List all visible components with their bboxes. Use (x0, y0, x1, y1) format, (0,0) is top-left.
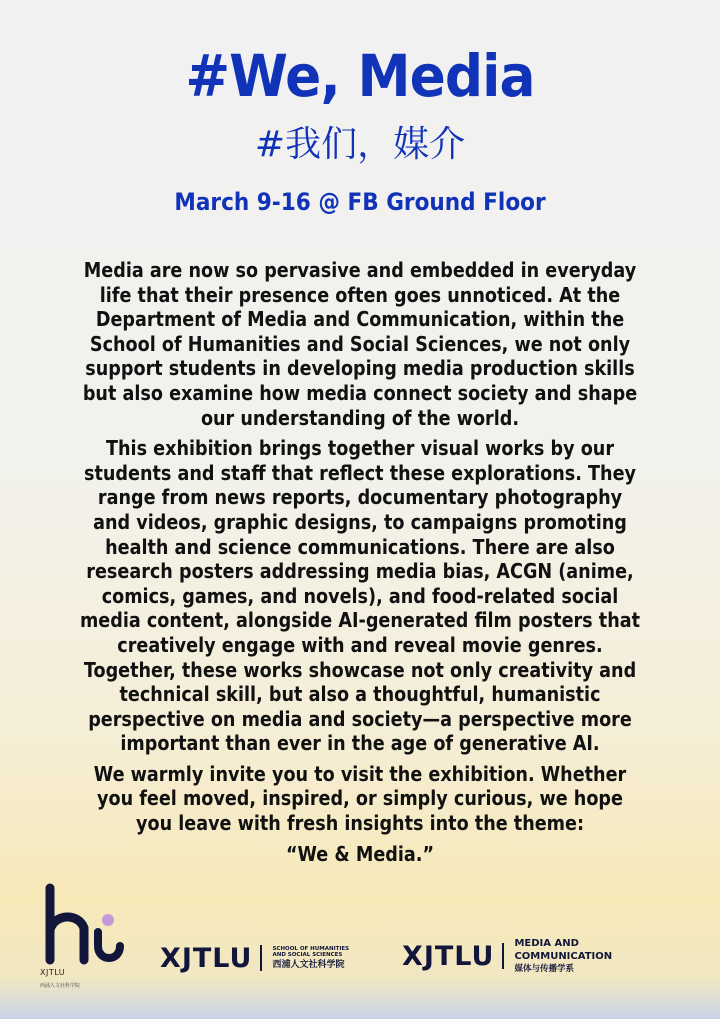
poster-title: #We, Media (185, 42, 535, 110)
humanities-school-name-cn: 西浦人文社科学院 (272, 959, 345, 970)
logo-divider (260, 945, 262, 971)
logo-divider (502, 943, 504, 969)
humanities-school-name (272, 946, 358, 971)
media-dept-name (514, 937, 613, 975)
paragraph-intro: Media are now so pervasive and embedded in everyday life that their presence often goes unnoticed. At the Department of Media and Communication, within the School of Humanities and Social Sciences, we not only support students in developing media production skills but also examine how media connect society and shape our understanding of the world. (82, 258, 638, 430)
xjtlu-humanities-logo (160, 936, 358, 980)
humanities-school-name-en: SCHOOL OF HUMANITIES AND SOCIAL SCIENCES (272, 945, 350, 958)
event-dateline: March 9-16 @ FB Ground Floor (174, 188, 546, 216)
xjtlu-wordmark: XJTLU (402, 940, 495, 972)
xjtlu-wordmark: XJTLU (160, 942, 253, 974)
hi-logo-caption-cn: 西浦人文社科学院 (40, 983, 81, 989)
poster-subtitle-chinese: #我们，媒介 (254, 124, 466, 165)
paragraph-theme: “We & Media.” (285, 841, 435, 866)
media-dept-name-cn: 媒体与传播学系 (514, 964, 574, 974)
poster-body (40, 258, 680, 872)
xjtlu-media-communication-logo (402, 936, 613, 976)
media-dept-name-en: MEDIA AND COMMUNICATION (514, 938, 613, 962)
hi-logo-caption: XJTLU (40, 968, 66, 977)
paragraph-invite: We warmly invite you to visit the exhibition. Whether you feel moved, inspired, or simply curious, we hope you leave with fresh insights into the theme: (93, 761, 627, 836)
paragraph-exhibition: This exhibition brings together visual works by our students and staff that reflect these explorations. They range from news reports, documentary photography and videos, graphic designs, to campaigns promoting health and science communications. There are also research posters addressing media bias, ACGN (anime, comics, games, and novels), and food-related social media content, alongside AI-generated film posters that creatively engage with and reveal movie genres. Together, these works showcase not only creativity and technical skill, but also a thoughtful, humanistic perspective on media and society—a perspective more important than ever in the age of generative AI. (79, 436, 641, 756)
